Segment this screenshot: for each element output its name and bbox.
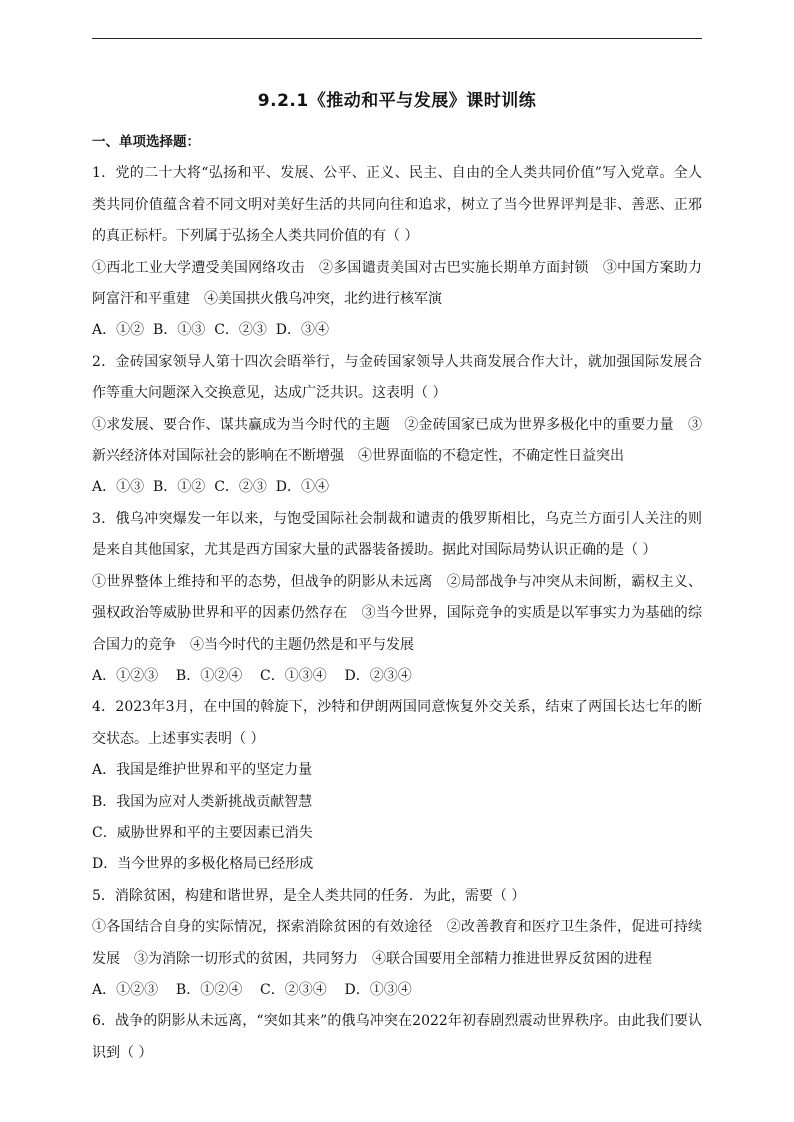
question-6 — [92, 1006, 702, 1069]
question-options: A．①② B．①③ C．②③ D．③④ — [92, 322, 330, 339]
question-1 — [92, 158, 702, 346]
question-4 — [92, 692, 702, 880]
header-rule — [92, 38, 702, 39]
question-5 — [92, 881, 702, 1007]
question-options: A．①③ B．①② C．②③ D．①④ — [92, 479, 330, 496]
document-body — [92, 127, 702, 1069]
question-stem: 6．战争的阴影从未远离，“突如其来”的俄乌冲突在2022年初春剧烈震动世界秩序。由此我们要认识到（ ） — [92, 1013, 702, 1061]
question-statements: ①求发展、要合作、谋共赢成为当今时代的主题 ②金砖国家已成为世界多极化中的重要力量 ③新兴经济体对国际社会的影响在不断增强 ④世界面临的不稳定性，不确定性日益突出 — [92, 416, 702, 465]
question-options: A．①②③ B．①②④ C．①③④ D．②③④ — [92, 667, 412, 684]
question-2 — [92, 347, 702, 504]
question-options: A．①②③ B．①②④ C．②③④ D．①③④ — [92, 981, 412, 998]
option-d: D．当今世界的多极化格局已经形成 — [92, 856, 314, 873]
option-c: C．威胁世界和平的主要因素已消失 — [92, 824, 313, 841]
question-stem: 5．消除贫困，构建和谐世界，是全人类共同的任务．为此，需要（ ） — [92, 887, 526, 904]
document-title: 9.2.1《推动和平与发展》课时训练 — [257, 91, 537, 111]
question-stem: 4．2023年3月，在中国的斡旋下，沙特和伊朗两国同意恢复外交关系，结束了两国长达七年的断交状态。上述事实表明（ ） — [92, 699, 702, 747]
section-heading: 一、单项选择题： — [92, 134, 200, 150]
question-statements: ①世界整体上维持和平的态势，但战争的阴影从未远离 ②局部战争与冲突从未间断，霸权主义、强权政治等威胁世界和平的因素仍然存在 ③当今世界，国际竞争的实质是以军事实力为基础的综合国力的竞争 ④当今时代的主题仍然是和平与发展 — [92, 573, 702, 653]
question-statements: ①各国结合自身的实际情况，探索消除贫困的有效途径 ②改善教育和医疗卫生条件，促进可持续发展 ③为消除一切形式的贫困，共同努力 ④联合国要用全部精力推进世界反贫困的进程 — [92, 919, 702, 967]
question-statements: ①西北工业大学遭受美国网络攻击 ②多国谴责美国对古巴实施长期单方面封锁 ③中国方案助力阿富汗和平重建 ④美国拱火俄乌冲突，北约进行核军演 — [92, 259, 702, 308]
question-stem: 2．金砖国家领导人第十四次会晤举行，与金砖国家领导人共商发展合作大计，就加强国际发展合作等重大问题深入交换意见，达成广泛共识。这表明（ ） — [92, 353, 702, 402]
option-b: B．我国为应对人类新挑战贡献智慧 — [92, 793, 313, 810]
option-a: A．我国是维护世界和平的坚定力量 — [92, 762, 313, 779]
question-stem: 3．俄乌冲突爆发一年以来，与饱受国际社会制裁和谴责的俄罗斯相比，乌克兰方面引人关注的则是来自其他国家，尤其是西方国家大量的武器装备援助。据此对国际局势认识正确的是（ ） — [92, 510, 702, 559]
question-3 — [92, 504, 702, 692]
question-stem: 1．党的二十大将“弘扬和平、发展、公平、正义、民主、自由的全人类共同价值”写入党章。全人类共同价值蕴含着不同文明对美好生活的共同向往和追求，树立了当今世界评判是非、善恶、正邪的真正标杆。下列属于弘扬全人类共同价值的有（ ） — [92, 165, 702, 245]
